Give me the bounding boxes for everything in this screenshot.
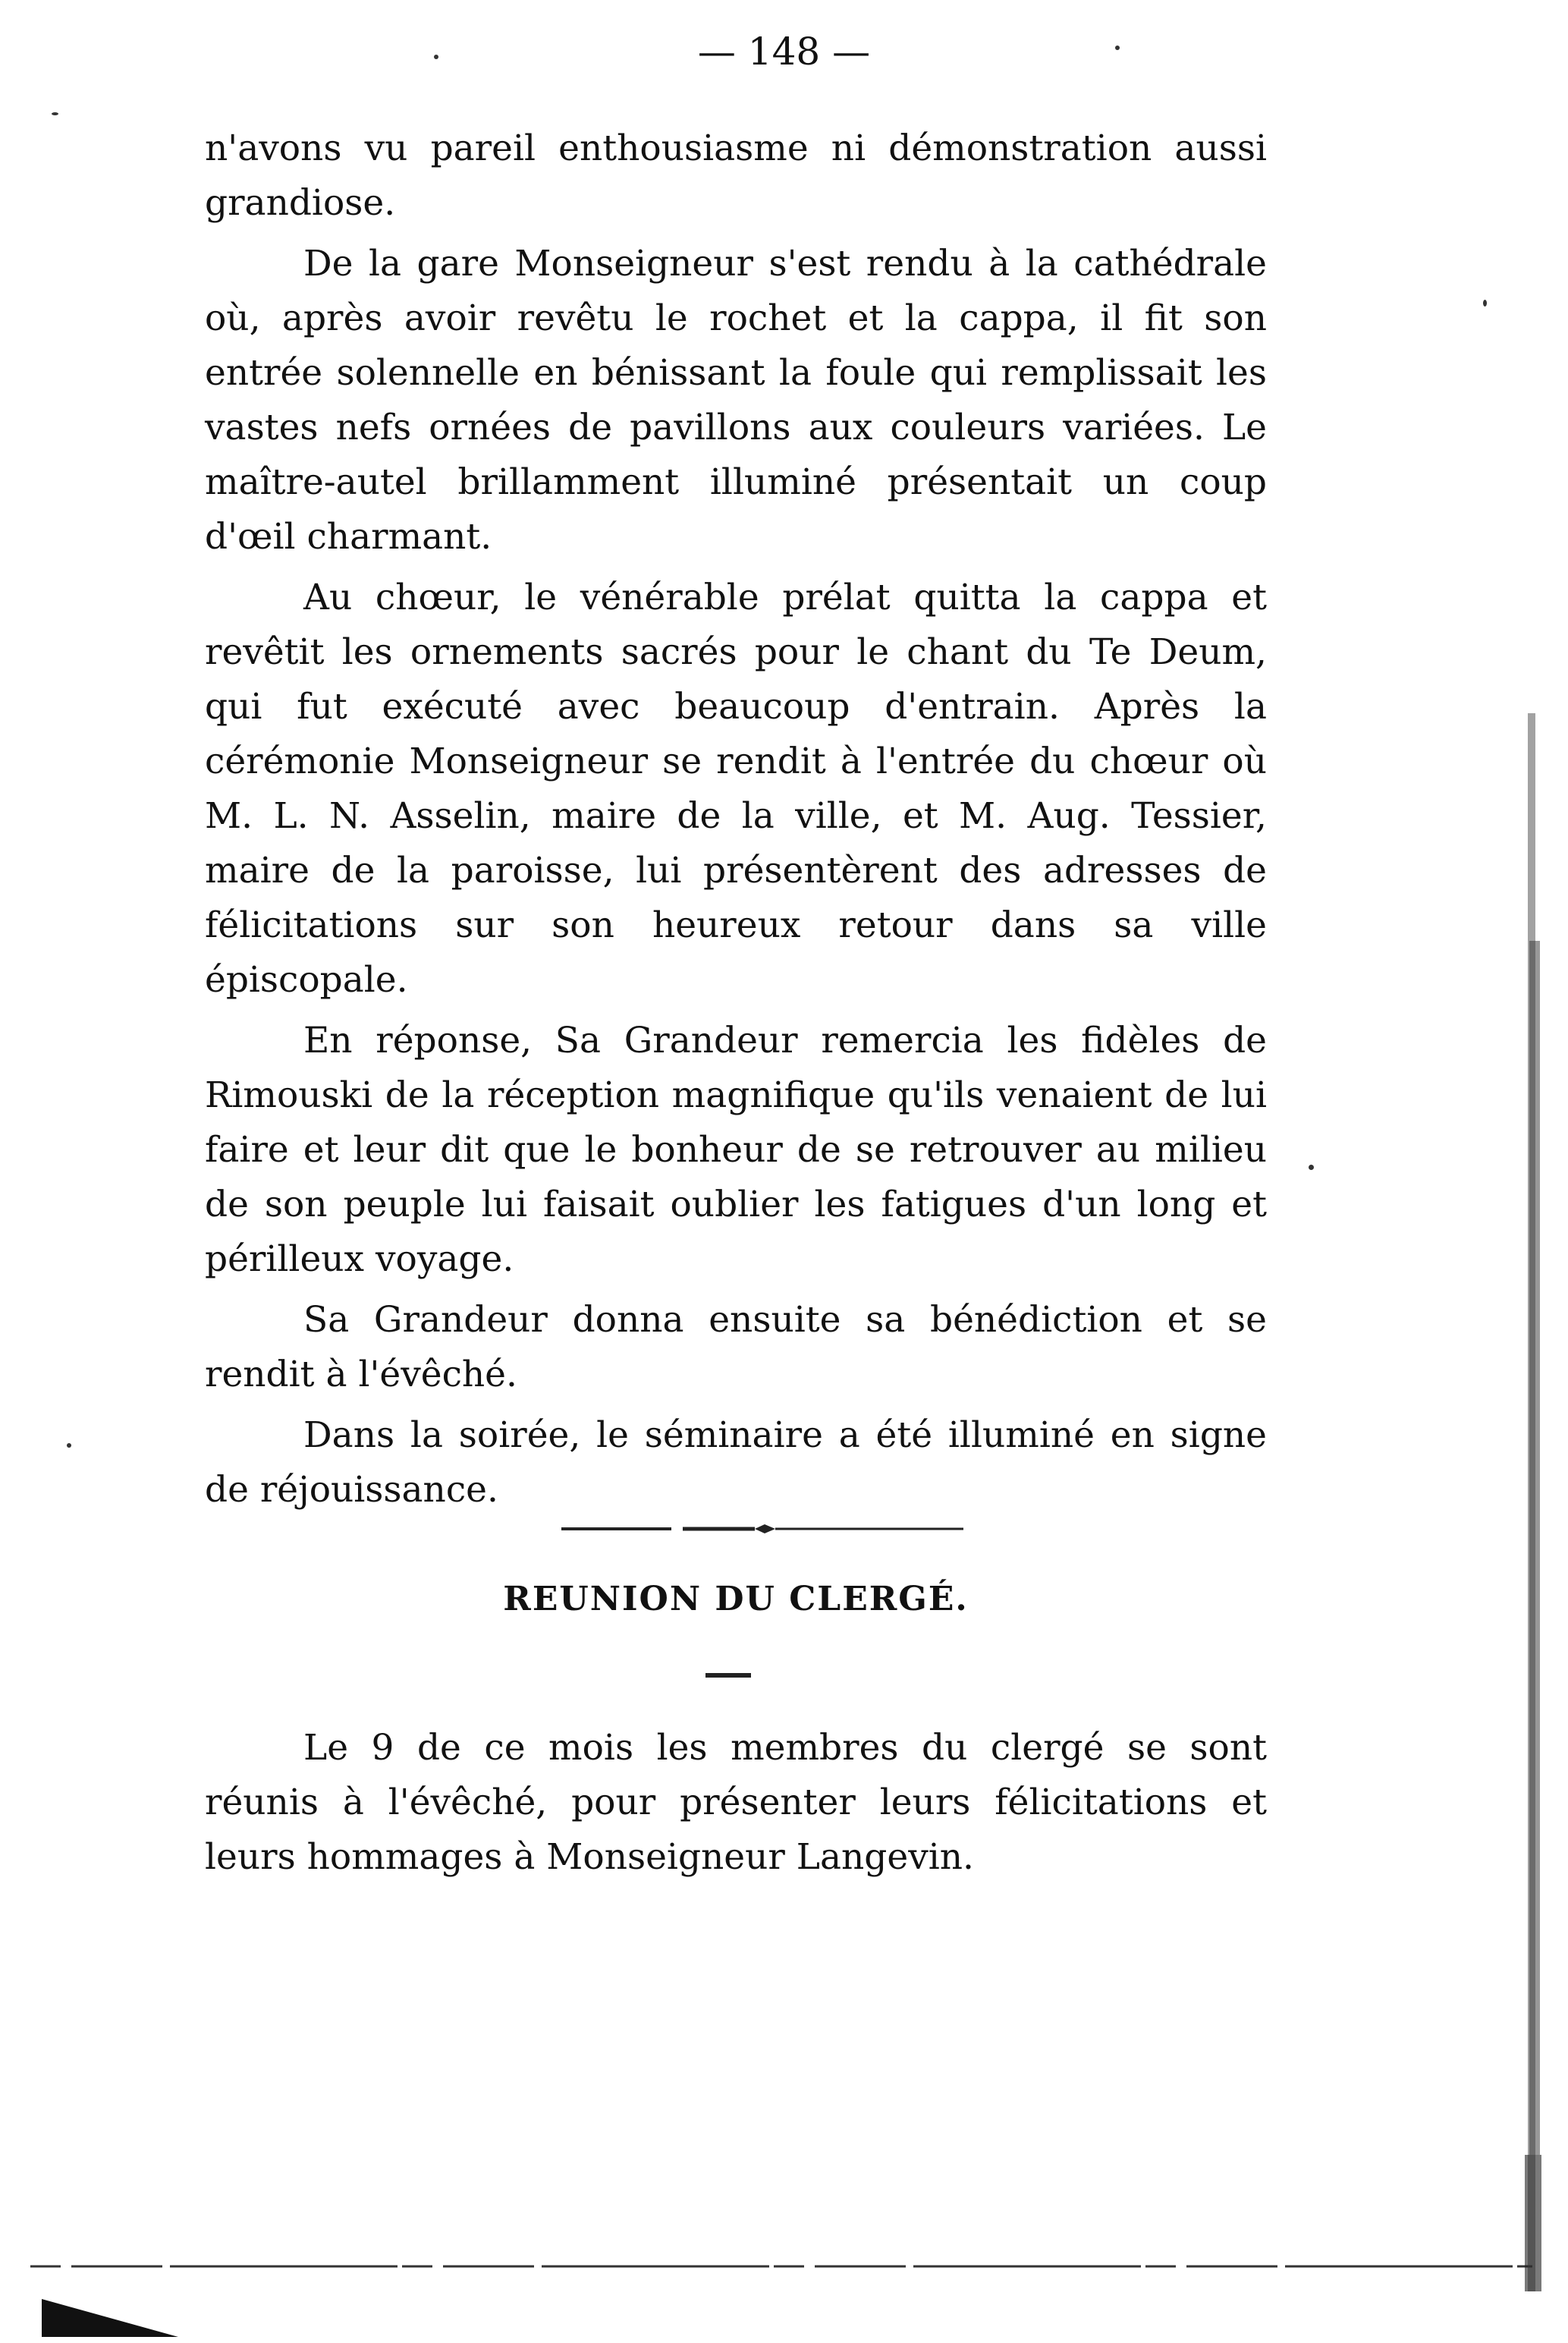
paragraph-3: Au chœur, le vénérable prélat quitta la cappa et revêtit les ornements sacrés pour le chant du Te Deum, qui fut exécuté avec beaucoup d'entrain. Après la cérémonie Monseigneur se rendit à l'entrée du chœur où M. L. N. Asselin, maire de la ville, et M. Aug. Tessier, maire de la paroisse, lui présentèrent des adresses de félicitations sur son heureux retour dans sa ville épiscopale. [205, 577, 1267, 1001]
main-text [205, 121, 1267, 1517]
section-text [205, 1721, 1267, 1885]
scan-speck [434, 55, 438, 59]
footer-wedge-mark [42, 2291, 178, 2337]
paragraph-2: De la gare Monseigneur s'est rendu à la cathédrale où, après avoir revêtu le rochet et la cappa, il fit son entrée solennelle en bénissant la foule qui remplissait les vastes nefs ornées de pavillons aux couleurs variées. Le maître-autel brillamment illuminé présentait un coup d'œil charmant. [205, 243, 1267, 558]
paragraph-4: En réponse, Sa Grandeur remercia les fidèles de Rimouski de la réception magnifique qu'ils venaient de lui faire et leur dit que le bonheur de se retrouver au milieu de son peuple lui faisait oublier les fatigues d'un long et périlleux voyage. [205, 1020, 1267, 1280]
scan-speck [1309, 1165, 1314, 1170]
footer-rule-line [30, 2265, 1532, 2268]
scan-speck [52, 112, 58, 115]
section-divider-ornament [561, 1521, 963, 1536]
page-edge-shadow [1525, 713, 1541, 2291]
paragraph-5: Sa Grandeur donna ensuite sa bénédiction et se rendit à l'évêché. [205, 1299, 1267, 1395]
heading-dash-ornament [705, 1673, 751, 1678]
section-heading: REUNION DU CLERGÉ. [503, 1580, 969, 1618]
section-paragraph-1: Le 9 de ce mois les membres du clergé se sont réunis à l'évêché, pour présenter leurs félicitations et leurs hommages à Monseigneur Langevin. [205, 1727, 1267, 1878]
paragraph-1: n'avons vu pareil enthousiasme ni démonstration aussi grandiose. [205, 127, 1267, 224]
page-number: — 148 — [697, 30, 871, 74]
scan-speck [1115, 46, 1120, 50]
paragraph-6: Dans la soirée, le séminaire a été illuminé en signe de réjouissance. [205, 1414, 1267, 1511]
scan-speck [67, 1443, 71, 1448]
scan-speck [1483, 300, 1487, 307]
